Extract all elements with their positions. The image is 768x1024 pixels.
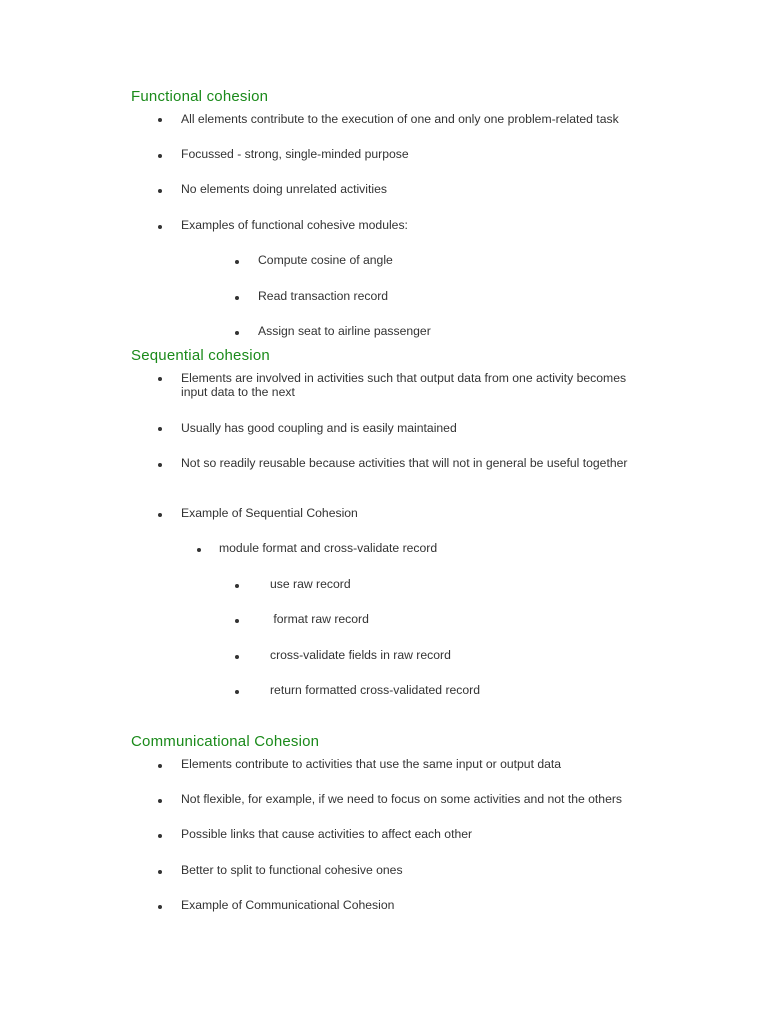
bullet-icon [235, 690, 239, 694]
bullet-icon [158, 377, 162, 381]
bullet-icon [235, 655, 239, 659]
list-item-text: Possible links that cause activities to affect each other [181, 827, 473, 841]
bullet-icon [235, 296, 239, 300]
sub-sub-list-item-text: return formatted cross-validated record [270, 683, 480, 697]
bullet-icon [158, 463, 162, 467]
sub-list-item-text: module format and cross-validate record [219, 541, 438, 555]
bullet-icon [158, 764, 162, 768]
list-item-text: Usually has good coupling and is easily maintained [181, 421, 457, 435]
heading-functional-cohesion: Functional cohesion [131, 88, 269, 105]
sub-list-item-text: Assign seat to airline passenger [258, 324, 431, 338]
bullet-icon [158, 799, 162, 803]
list-item-text: All elements contribute to the execution of one and only one problem-related task [181, 112, 619, 126]
bullet-icon [158, 513, 162, 517]
list-item-text: No elements doing unrelated activities [181, 182, 387, 196]
list-item-text: Not so readily reusable because activities that will not in general be useful together [181, 456, 628, 470]
sub-sub-list-item-text: cross-validate fields in raw record [270, 648, 451, 662]
bullet-icon [158, 225, 162, 229]
sub-list-item-text: Compute cosine of angle [258, 253, 393, 267]
list-item-text: Examples of functional cohesive modules: [181, 218, 408, 232]
heading-sequential-cohesion: Sequential cohesion [131, 347, 270, 364]
bullet-icon [158, 118, 162, 122]
bullet-icon [158, 427, 162, 431]
list-item-text: Better to split to functional cohesive ones [181, 863, 403, 877]
sub-sub-list-item-text: format raw record [270, 612, 369, 626]
bullet-icon [158, 154, 162, 158]
bullet-icon [158, 905, 162, 909]
sub-sub-list-item-text: use raw record [270, 577, 351, 591]
bullet-icon [235, 260, 239, 264]
list-item-text: Focussed - strong, single-minded purpose [181, 147, 409, 161]
bullet-icon [158, 189, 162, 193]
bullet-icon [158, 834, 162, 838]
heading-communicational-cohesion: Communicational Cohesion [131, 733, 320, 750]
bullet-icon [235, 331, 239, 335]
list-item-text: Example of Sequential Cohesion [181, 506, 358, 520]
bullet-icon [197, 548, 201, 552]
bullet-icon [235, 619, 239, 623]
list-item-text: Elements contribute to activities that use the same input or output data [181, 757, 562, 771]
list-item-text: Not flexible, for example, if we need to focus on some activities and not the others [181, 792, 623, 806]
bullet-icon [158, 870, 162, 874]
list-item-text: Elements are involved in activities such that output data from one activity becomes input data to the next [181, 371, 627, 399]
list-item-text: Example of Communicational Cohesion [181, 898, 395, 912]
bullet-icon [235, 584, 239, 588]
sub-list-item-text: Read transaction record [258, 289, 389, 303]
